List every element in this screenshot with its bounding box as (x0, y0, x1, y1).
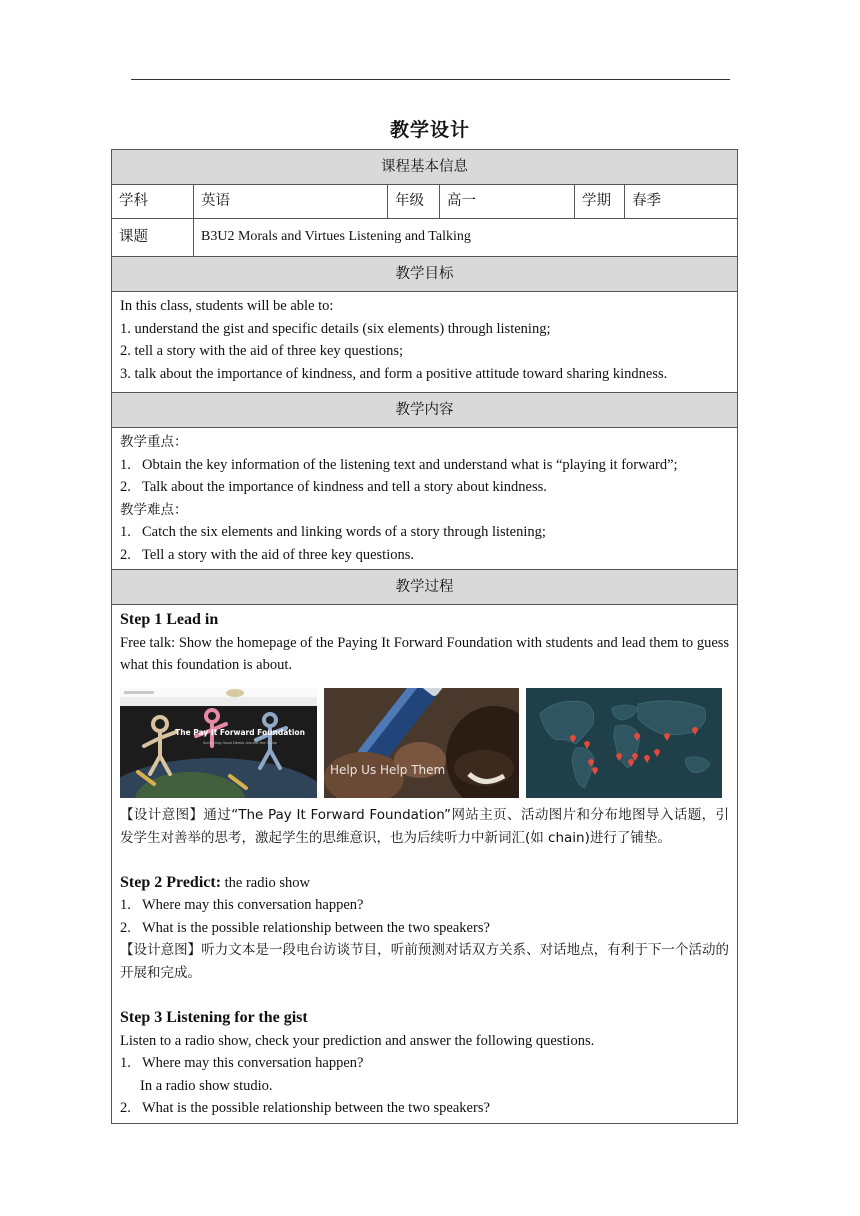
objectives-intro: In this class, students will be able to: (120, 298, 334, 314)
topic-label: 课题 (112, 219, 194, 257)
difficult-point-item: 2. Tell a story with the aid of three key questions. (120, 546, 415, 563)
grade-label: 年级 (388, 185, 440, 219)
subject-label: 学科 (112, 185, 194, 219)
help-us-caption: Help Us Help Them (330, 762, 446, 777)
grade-value: 高一 (440, 185, 575, 219)
lesson-plan-table (111, 149, 738, 1124)
step2-item: 1. Where may this conversation happen? (120, 897, 364, 913)
step2-item: 2. What is the possible relationship between the two speakers? (120, 919, 490, 936)
section-content: 教学内容 (112, 393, 738, 428)
step2-subtitle: the radio show (221, 874, 311, 891)
foundation-homepage-image (120, 688, 317, 798)
key-points-label: 教学重点： (120, 434, 188, 450)
foundation-tagline-text: Spreading Good Deeds Around the Globe (203, 740, 277, 745)
step2-title: Step 2 Predict: (120, 873, 222, 891)
term-value: 春季 (625, 185, 738, 219)
document-title: 教学设计 (389, 119, 470, 141)
homepage-illustration (120, 688, 317, 798)
content-block (112, 428, 738, 570)
step1-images (120, 688, 729, 798)
info-row (112, 185, 738, 219)
distribution-map-image (526, 688, 722, 798)
step2-design-note: 【设计意图】听力文本是一段电台访谈节目，听前预测对话双方关系、对话地点，有利于下一个活动的开展和完成。 (120, 942, 730, 981)
objective-item: 1. understand the gist and specific details (six elements) through listening; (120, 320, 551, 337)
objective-item: 3. talk about the importance of kindness, and form a positive attitude toward sharing kindness. (120, 365, 668, 382)
step3-question: 1. Where may this conversation happen? (120, 1055, 364, 1071)
foundation-name-text: The Pay It Forward Foundation (175, 727, 305, 737)
difficult-point-item: 1. Catch the six elements and linking words of a story through listening; (120, 524, 546, 540)
world-map-illustration (526, 688, 722, 798)
header-rule (131, 79, 730, 80)
activity-illustration (324, 688, 519, 798)
difficult-points-label: 教学难点： (120, 501, 188, 518)
step1-design-note: 【设计意图】通过“The Pay It Forward Foundation”网站主页、活动图片和分布地图导入话题，引发学生对善举的思考，激起学生的思维意识，也为后续听力中新词汇(如 chain)进行了铺垫。 (120, 806, 730, 846)
step1-title: Step 1 Lead in (120, 611, 219, 628)
step3-question: 2. What is the possible relationship between the two speakers? (120, 1100, 490, 1116)
objectives-block (112, 292, 738, 393)
term-label: 学期 (575, 185, 625, 219)
section-objectives: 教学目标 (112, 257, 738, 292)
subject-value: 英语 (194, 185, 388, 219)
step3-title: Step 3 Listening for the gist (120, 1009, 308, 1026)
key-point-item: 2. Talk about the importance of kindness and tell a story about kindness. (120, 479, 547, 495)
section-process: 教学过程 (112, 570, 738, 605)
step3-answer: In a radio show studio. (140, 1077, 273, 1094)
activity-photo (324, 688, 519, 798)
step1-text: Free talk: Show the homepage of the Paying It Forward Foundation with students and lead them to guess what this foundation is about. (120, 634, 730, 673)
objective-item: 2. tell a story with the aid of three key questions; (120, 343, 404, 359)
step3-text: Listen to a radio show, check your prediction and answer the following questions. (120, 1032, 595, 1049)
step2-heading (120, 872, 729, 895)
topic-row (112, 219, 738, 257)
section-basic-info: 课程基本信息 (112, 150, 738, 185)
process-block (112, 605, 738, 1124)
topic-value: B3U2 Morals and Virtues Listening and Talking (194, 219, 738, 257)
key-point-item: 1. Obtain the key information of the listening text and understand what is “playing it forward”; (120, 456, 678, 473)
